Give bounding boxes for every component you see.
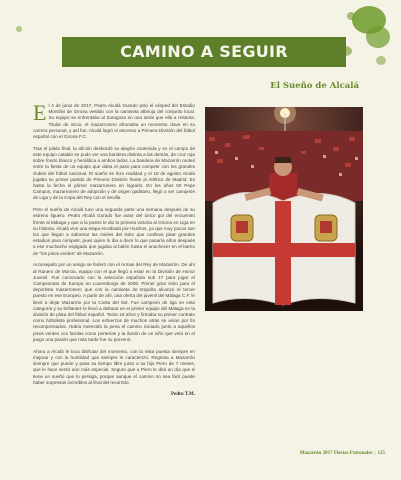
article-subtitle: El Sueño de Alcalá: [270, 81, 359, 91]
article-body: [33, 100, 195, 398]
publication-name: Mazarrón 2017 Fiestas Patronales: [299, 451, 373, 456]
section-banner: [62, 37, 346, 67]
author-signature: Pedro T.M.: [170, 391, 195, 397]
page-number: 125: [377, 451, 385, 456]
page-footer: [300, 451, 385, 456]
article-paragraph: Tras el pitido final, la afición desbordó su alegría contenida y en el campo de este equipo catalán se pudo ver una bandera distinta a las demás, de cruz roja sobre fondo blanco y heráldica a ambos lados. La bandera de Mazarrón ondeó entre la fiesta de un equipo que daba el paso para competir con los grandes clubes del fútbol nacional. El sueño se hizo realidad y el 19 de agosto Alcalá jugaba su primer partido de Primera División frente al Atlético de Madrid. Es hasta la fecha el primer mazarronero en lograrlo. En los años 50 Pepe Campos, mazarronero de adopción y de origen gaditano, llegó a ser campeón de Liga y de la Copa del Rey con el Sevilla.: [33, 145, 195, 201]
stadium-photo: [205, 107, 363, 311]
stadium-flag-image: [205, 107, 363, 311]
footer-separator: |: [374, 451, 376, 456]
article-paragraph: Aconsejado por un amigo se federó con el Armas del Rey de Mazarrón. De ahí al Ranero de Murcia, equipo con el que llegó a estar en la División de Honor Juvenil. Fue convocado con la selección española sub 17 para jugar el Campeonato de Europa en Luxemburgo de 2006. Primer gran éxito para el deportista mazarronero que con la camiseta de España alcanzó el tercer puesto en ese Europeo. A partir de ahí, una oferta del juvenil del Málaga C.F. le llevó a dejar Mazarrón por la Costa del Sol. Fue campeón de liga en esta categoría y su brillantez le llevó a debutar en el primer equipo del Málaga en la división de plata del fútbol español. Tenía 18 años y firmaba su primer contrato como futbolista profesional. Los esfuerzos de muchos atrás se veían por fin recompensados. Había merecido la pena el camino iniciado junto a aquellos pisos verdes con farolas como porterías y la ilusión de un niño que veía en el juego una pasión que más tarde fue su porvenir.: [33, 262, 195, 342]
article-paragraph: El 4 de junio de 2017, Pedro Alcalá Gurado pisó el césped del Estadio Montilivi de Girona vestido con la camiseta albiroja del conjunto local. Su equipo se enfrentaba al Zaragoza en una tarde que ella a Historia. Titular de inicio, el mazarronero afrontaba un momento clave en su carrera personal, y así fue. Alcalá logró el ascenso a Primera División del fútbol español con el Girona F.C.: [33, 100, 195, 140]
article-paragraph: Pero el sueño de Alcalá tuvo una segunda parte una semana después de su estreno liguero. Pedro Alcalá Gurado fue autor del único gol del encuentro frente al Málaga y que a la postre le dio la primera victoria al Girona en Liga en su historia. Alcalá vive una etapa envidiada por muchos, ya que muy pocos son los que llegan a saborear las mieles del éxito que conlleva pisar grandes estadios para competir, pues quien lo iba a decir lo que pasaría años después a ese muchacho espigado que jugaba al balón hasta el anochecer en el barrio de "los pisos verdes" de Mazarrón.: [33, 207, 195, 256]
section-title: CAMINO A SEGUIR: [120, 42, 288, 61]
article-paragraph: Ahora a Alcalá le toca disfrutar del momento, con la vista puesta siempre en mejorar y con la humildad que siempre le caracterizó. Regresa a Mazarrón siempre que puede y pasa su tiempo libre junto a su hijo Piero de 7 meses, que le hace sentir aún más especial. Seguro que a Piero le dirá un día que si tiene un sueño que lo persiga, porque aunque el camino no sea fácil puede haber sorpresas increíbles al final del recorrido.: [33, 348, 195, 385]
drop-cap: E: [33, 100, 47, 125]
